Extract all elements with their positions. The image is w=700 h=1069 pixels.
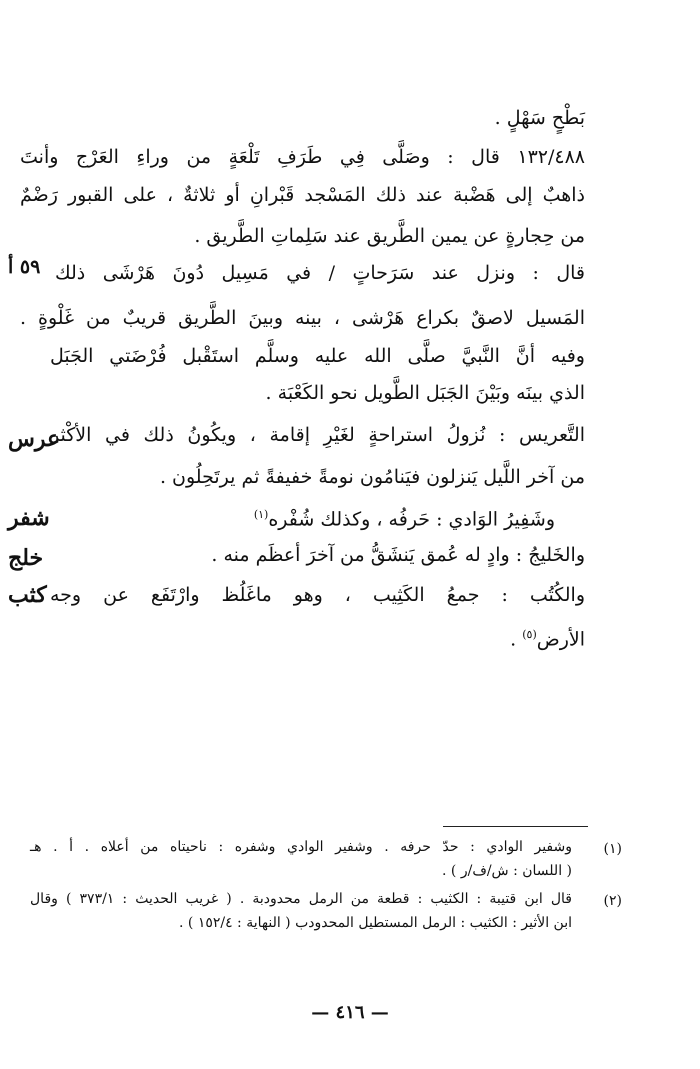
text-line: من حِجارةٍ عن يمين الطَّريق عند سَلِماتِ الطَّريق .	[194, 225, 585, 247]
text-line: والكُتُب : جمعُ الكَثِيب ، وهو ماغَلُظ وارْتَفَع عن وجه	[50, 584, 585, 606]
footnote-marker: (٥)	[522, 628, 537, 641]
margin-word-khalaj: خلج	[8, 545, 44, 571]
margin-word-urs: عرس	[8, 426, 61, 452]
text-line: بَطْحٍ سَهْلٍ .	[494, 107, 585, 129]
footnote-line: وشفير الوادي : حدّ حرفه . وشفير الوادي وشفره : ناحيتاه من أعلاه . أ . هـ	[30, 839, 572, 855]
footnote-separator	[443, 826, 588, 827]
text-line: وفيه أنَّ النَّبيَّ صلَّى الله عليه وسلَّم استَقْبل فُرْضَتي الجَبَل	[50, 345, 585, 367]
text-line: قال : ونزل عند سَرَحاتٍ / في مَسِيل دُونَ هَرْشَى ذلك	[55, 262, 585, 284]
footnote-line: ابن الأثير : الكثيب : الرمل المستطيل المحدودب ( النهاية : ١٥٢/٤ ) .	[179, 915, 572, 931]
text-span: الأرض	[536, 628, 585, 651]
text-line: ذاهبٌ إلى هَضْبة عند ذلك المَسْجد قَبْرانِ أو ثلاثةٌ ، على القبور رَضْمٌ	[20, 184, 585, 206]
text-span: وشَفِيرُ الوَادي : حَرفُه ، وكذلك شُفْره	[268, 508, 555, 531]
text-line: والخَليجُ : وادٍ له عُمق يَنشَقُّ من آخرَ أعظَم منه .	[211, 544, 585, 566]
text-line: الذي بينَه وبَيْنَ الجَبَل الطَّويل نحو الكَعْبَة .	[265, 382, 585, 404]
text-line: من آخر اللَّيل يَنزلون فيَنامُون نومةً خفيفةً ثم يرتَحِلُون .	[159, 466, 585, 488]
text-line: ١٣٢/٤٨٨ قال : وصَلَّى فِي طَرَفِ تَلْعَةٍ من وراءِ العَرْج وأنتَ	[20, 146, 585, 168]
footnote-number: (١)	[603, 841, 622, 857]
page-number: — ٤١٦ —	[311, 1002, 389, 1023]
footnote-number: (٢)	[603, 893, 622, 909]
text-line: المَسيل لاصقٌ بكراع هَرْشى ، بينه وبينَ الطَّريق قريبٌ من غَلْوةٍ .	[20, 307, 585, 329]
footnote-marker: (١)	[253, 508, 269, 521]
margin-word-kathab: كثب	[8, 582, 47, 608]
margin-folio: ٥٩ أ	[8, 256, 41, 278]
text-line	[55, 500, 555, 534]
margin-word-shafar: شفر	[8, 505, 50, 531]
text-span: .	[510, 628, 523, 651]
footnote-line: ( اللسان : ش/ف/ر ) .	[442, 863, 572, 879]
footnote-line: قال ابن قتيبة : الكثيب : قطعة من الرمل محدودبة . ( غريب الحديث : ٣٧٣/١ ) وقال	[30, 891, 572, 907]
text-line: التَّعريس : نُزولُ استراحةٍ لغَيْرِ إقامة ، ويكُونُ ذلك في الأكْثر	[50, 424, 585, 446]
text-line	[20, 620, 585, 654]
